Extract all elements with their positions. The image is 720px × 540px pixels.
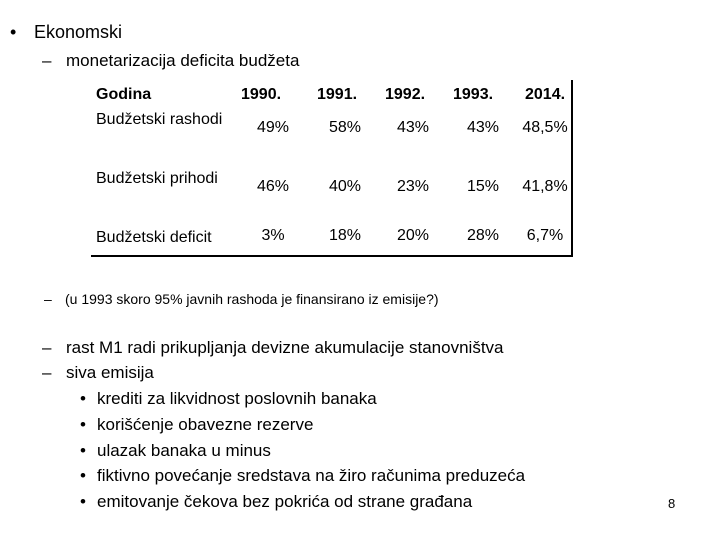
point-rast-m1: rast M1 radi prikupljanja devizne akumulacije stanovništva	[66, 338, 504, 357]
subpoint-bullet: •	[80, 492, 86, 511]
subpoint-bullet: •	[80, 466, 86, 485]
subpoint-bullet: •	[80, 415, 86, 434]
subheading-monetarizacija: monetarizacija deficita budžeta	[66, 51, 300, 70]
subpoint-text: krediti za likvidnost poslovnih banaka	[97, 389, 377, 408]
header-cell: 1993.	[453, 85, 494, 103]
page-number: 8	[668, 496, 676, 511]
subpoint-text: ulazak banaka u minus	[97, 441, 271, 460]
note-text: (u 1993 skoro 95% javnih rashoda je finansirano iz emisije?)	[65, 291, 439, 307]
table-cell: 15%	[466, 178, 500, 195]
table-header-row	[91, 80, 572, 109]
point-siva-emisija: siva emisija	[66, 363, 154, 382]
note-dash: –	[44, 291, 52, 307]
table-row	[91, 109, 572, 168]
table-row	[91, 227, 572, 256]
table-row	[91, 168, 572, 227]
table-cell: 6,7%	[526, 227, 564, 244]
table-cell: 20%	[396, 227, 430, 244]
table-cell: 46%	[256, 178, 290, 195]
sub-dash: –	[42, 51, 52, 70]
row-label: Budžetski deficit	[96, 229, 212, 246]
header-cell: 1990.	[241, 85, 282, 103]
bullet-dot: •	[10, 22, 17, 42]
subpoint-text: fiktivno povećanje sredstava na žiro računima preduzeća	[97, 466, 526, 485]
table-cell: 28%	[466, 227, 500, 244]
table-cell: 43%	[396, 119, 430, 136]
table-cell: 48,5%	[522, 119, 568, 136]
table-cell: 18%	[328, 227, 362, 244]
table-cell: 23%	[396, 178, 430, 195]
row-label: Budžetski rashodi	[96, 111, 223, 128]
subpoint-text: emitovanje čekova bez pokrića od strane građana	[97, 492, 473, 511]
header-cell: 2014.	[525, 85, 566, 103]
budget-table	[91, 80, 573, 257]
subpoint-bullet: •	[80, 389, 86, 408]
table-cell: 40%	[328, 178, 362, 195]
subpoint-bullet: •	[80, 441, 86, 460]
point-dash: –	[42, 338, 52, 357]
point-dash: –	[42, 363, 52, 382]
subpoint-text: korišćenje obavezne rezerve	[97, 415, 314, 434]
header-cell: 1992.	[385, 85, 426, 103]
heading-ekonomski: Ekonomski	[34, 22, 123, 42]
table-cell: 41,8%	[522, 178, 568, 195]
header-cell: Godina	[96, 86, 152, 103]
header-cell: 1991.	[317, 85, 358, 103]
table-cell: 58%	[328, 119, 362, 136]
table-cell: 43%	[466, 119, 500, 136]
row-label: Budžetski prihodi	[96, 170, 218, 187]
table-cell: 3%	[261, 227, 285, 244]
table-cell: 49%	[256, 119, 290, 136]
